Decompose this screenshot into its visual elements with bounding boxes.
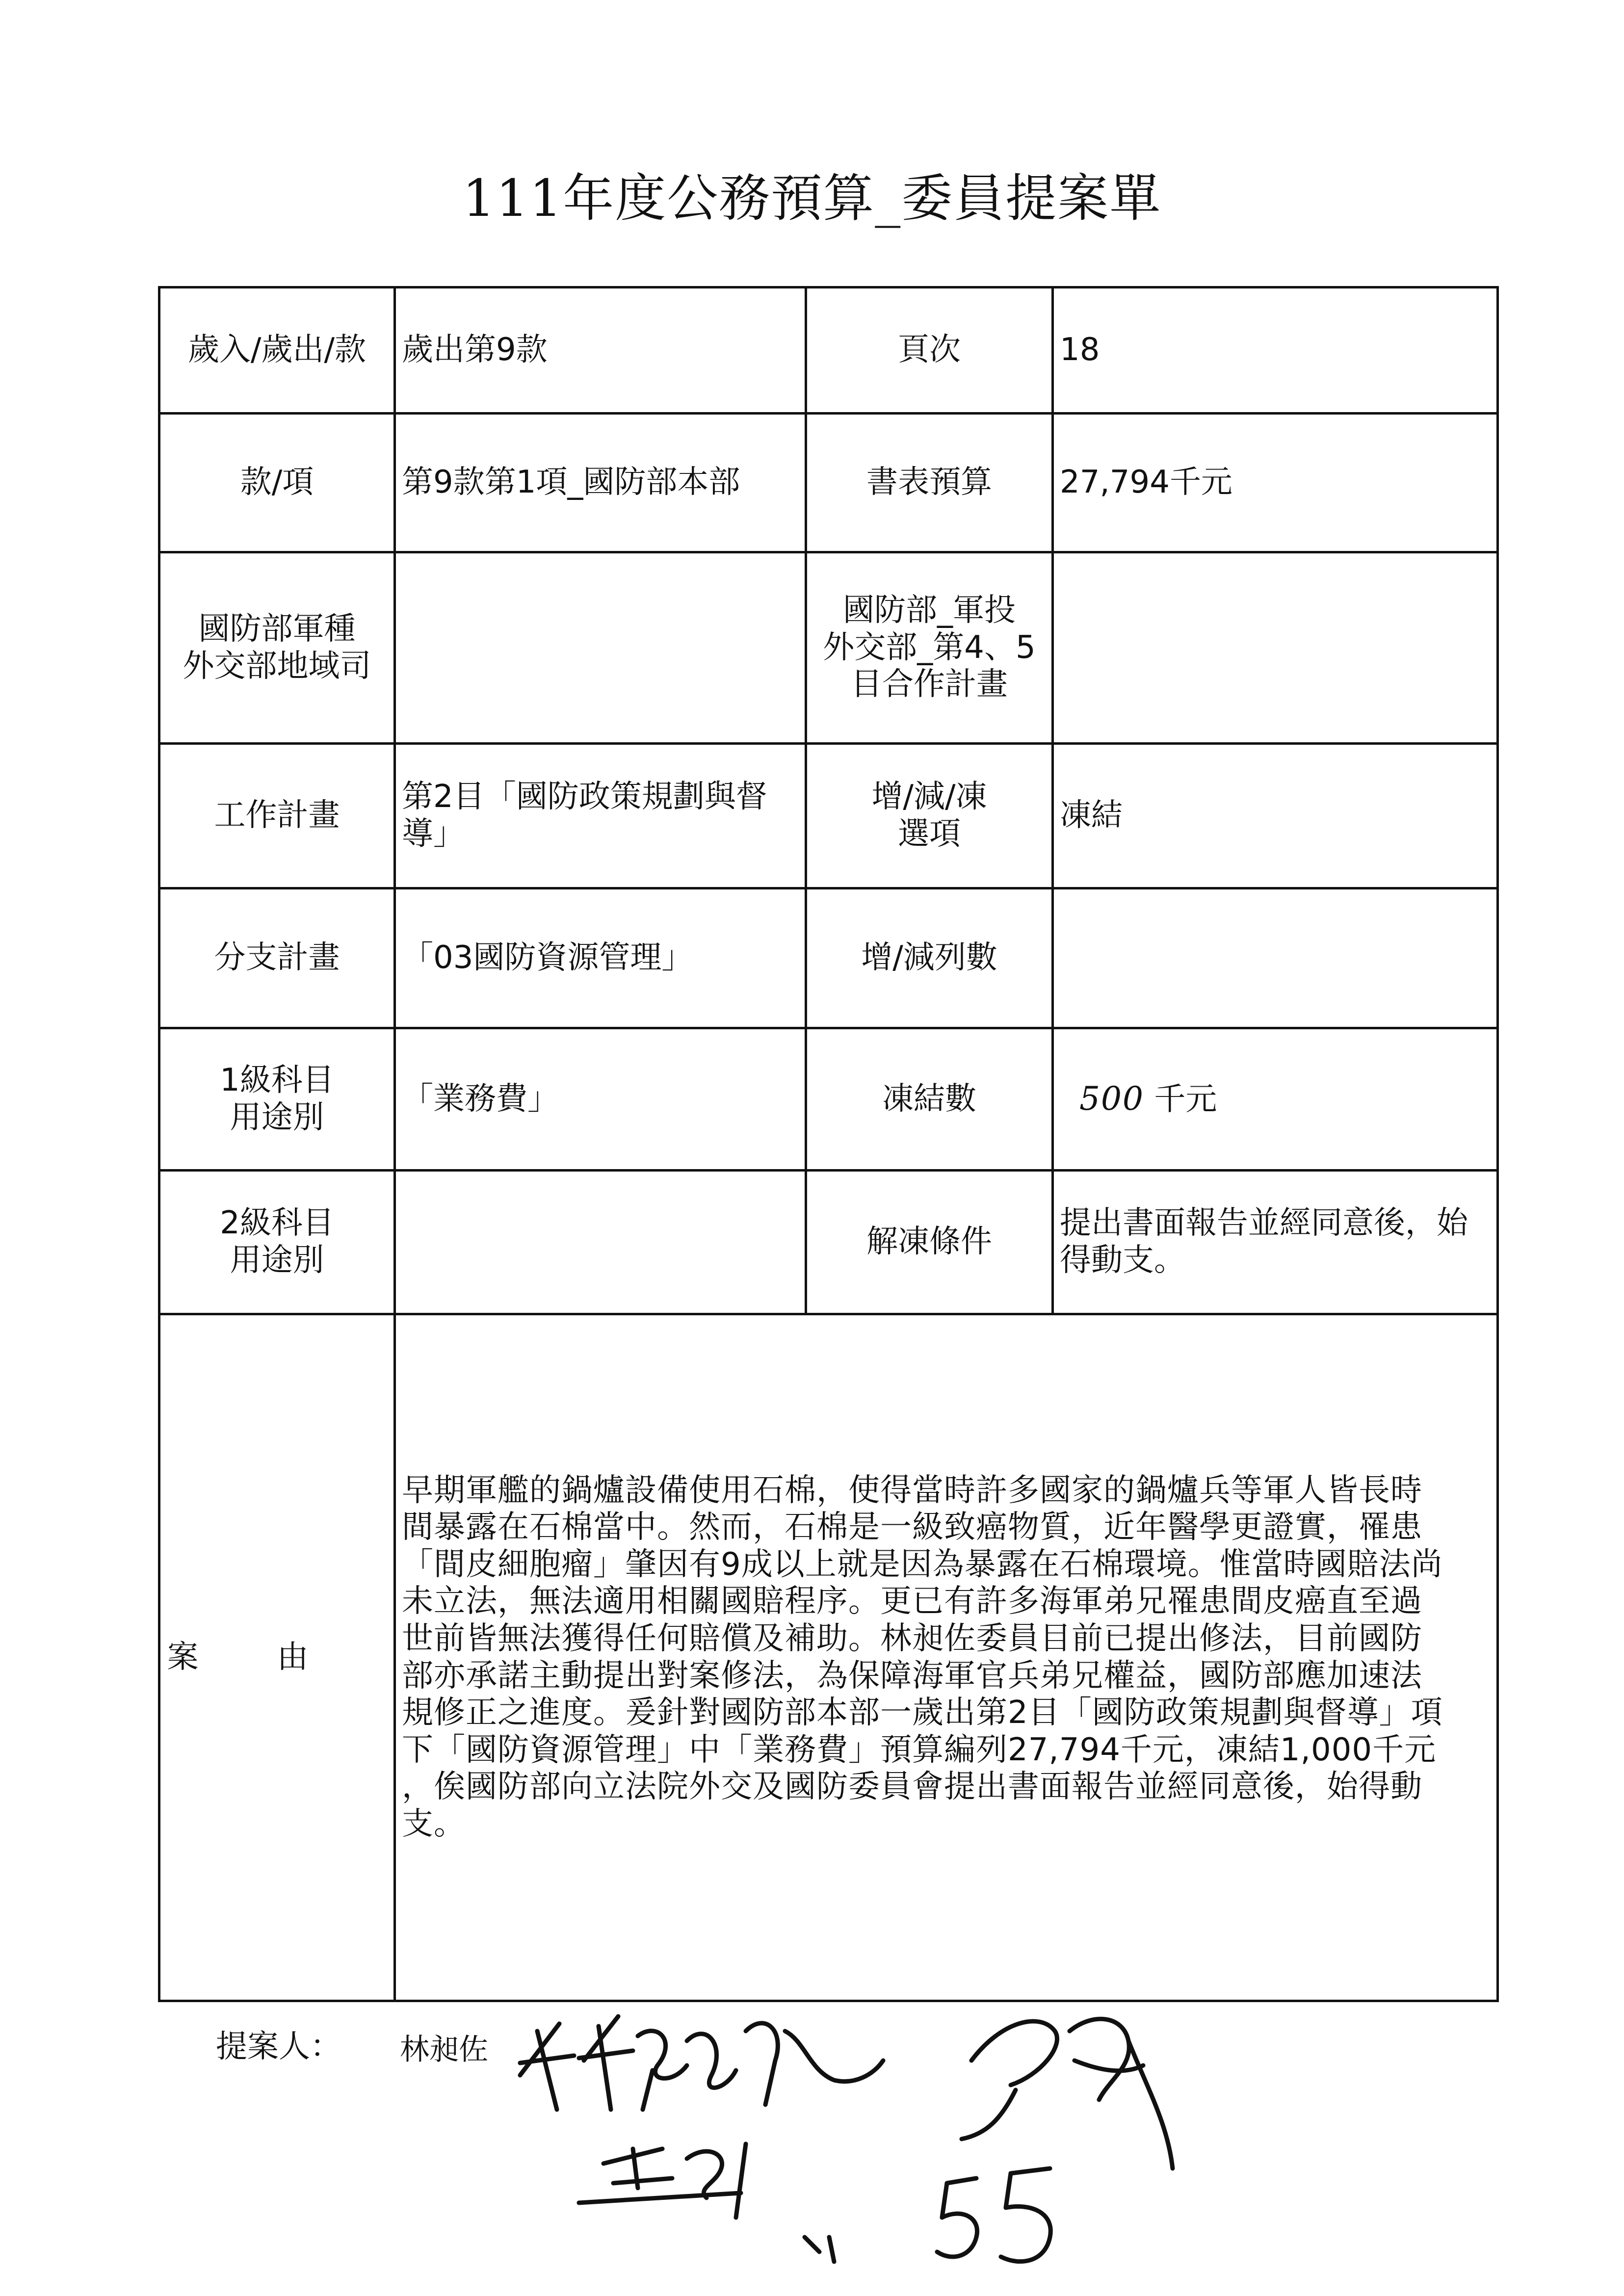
signature-stroke [1070,2019,1173,2168]
reason-line: 部亦承諾主動提出對案修法，為保障海軍官兵弟兄權益，國防部應加速法 [402,1657,1422,1694]
field-value: 歲出第9款 [395,287,806,414]
field-label-line: 1級科目 [220,1062,334,1098]
field-label-line: 國防部_軍投 [843,592,1016,629]
reason-line: 未立法，無法適用相關國賠程序。更已有許多海軍弟兄罹患間皮癌直至過 [402,1583,1422,1620]
reason-line: 間暴露在石棉當中。然而，石棉是一級致癌物質，近年醫學更證實，罹患 [402,1509,1422,1546]
signature-stroke [520,2024,574,2110]
field-label-line: 外交部地域司 [183,648,371,684]
field-value: 「03國防資源管理」 [395,888,806,1028]
reason-line: 「間皮細胞瘤」肇因有9成以上就是因為暴露在石棉環境。惟當時國賠法尚 [402,1546,1443,1583]
field-value: 第9款第1項_國防部本部 [395,414,806,552]
field-label: 凍結數 [806,1028,1053,1171]
field-label: 歲入/歲出/款 [159,287,395,414]
signature-stroke [579,2016,633,2110]
reason-line: 支。 [402,1805,466,1842]
signature-stroke [579,2144,746,2218]
field-label: 增/減列數 [806,888,1053,1028]
field-label-line: 外交部_第4、5 [823,629,1036,666]
signature-stroke [746,2023,883,2105]
field-label-line: 目合作計畫 [851,666,1008,703]
field-value: 「業務費」 [395,1028,806,1171]
field-value: 凍結 [1053,744,1498,888]
amount-unit: 千元 [1154,1081,1217,1118]
field-label-line: 用途別 [230,1242,324,1278]
signature-stroke [962,2021,1057,2139]
field-label-line: 選項 [898,816,961,852]
reason-line: ，俟國防部向立法院外交及國防委員會提出書面報告並經同意後，始得動 [402,1769,1422,1805]
reason-line: 下「國防資源管理」中「業務費」預算編列27,794千元，凍結1,000千元 [402,1731,1437,1768]
field-label: 款/項 [159,414,395,552]
reason-label: 案由 [159,1314,395,2001]
field-label: 分支計畫 [159,888,395,1028]
page-title: 111年度公務預算_委員提案單 [462,168,1162,228]
handwritten-amount: 500 [1079,1080,1144,1118]
signature-stroke [638,2031,736,2110]
signature-stroke [937,2178,977,2257]
field-label-line: 用途別 [230,1099,324,1136]
reason-line: 世前皆無法獲得任何賠償及補助。林昶佐委員目前已提出修法，目前國防 [402,1620,1422,1657]
proposer-label: 提案人： [216,2029,341,2065]
field-label-line: 2級科目 [220,1205,334,1242]
reason-line: 規修正之進度。爰針對國防部本部一歲出第2目「國防政策規劃與督導」項 [402,1695,1443,1731]
field-value: 18 [1053,287,1498,414]
field-label-line: 增/減/凍 [871,779,987,815]
field-label: 書表預算 [806,414,1053,552]
field-label: 解凍條件 [806,1171,1053,1314]
signature-stroke [1001,2168,1050,2262]
signature-stroke [805,2237,834,2262]
proposer-name: 林昶佐 [400,2033,488,2067]
field-label-line: 國防部軍種 [198,610,356,647]
reason-line: 早期軍艦的鍋爐設備使用石棉，使得當時許多國家的鍋爐兵等軍人皆長時 [402,1472,1422,1509]
field-label: 工作計畫 [159,744,395,888]
field-value: 第2目「國防政策規劃與督導」 [395,744,806,888]
field-label: 頁次 [806,287,1053,414]
field-value: 提出書面報告並經同意後，始得動支。 [1053,1171,1498,1314]
field-value: 27,794千元 [1053,414,1498,552]
